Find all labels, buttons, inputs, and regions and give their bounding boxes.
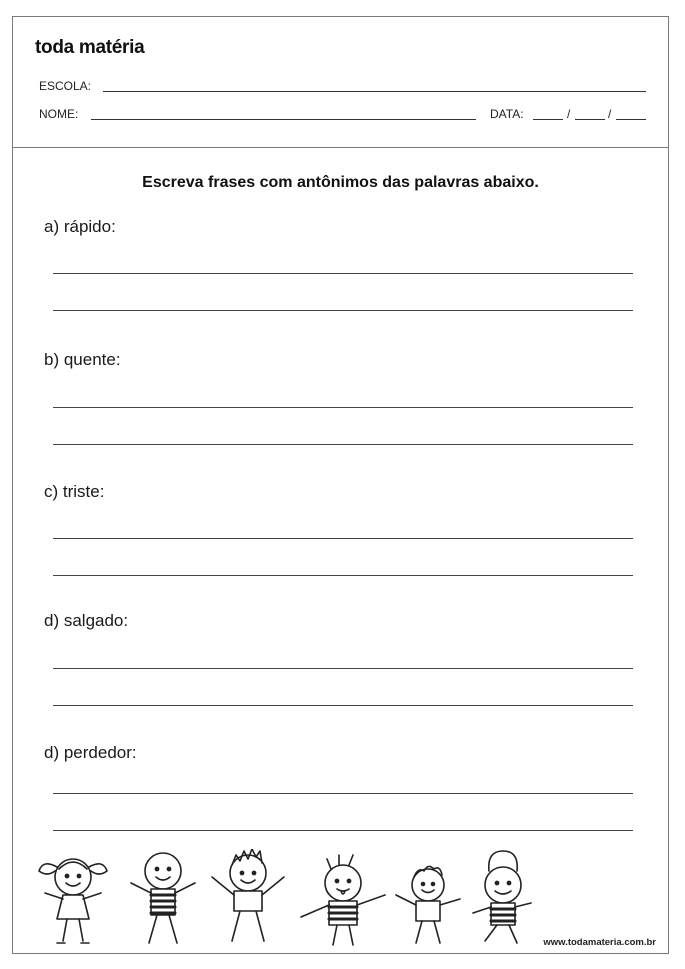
question-label: d) salgado: xyxy=(44,611,129,630)
answer-line[interactable] xyxy=(53,705,633,706)
name-field[interactable] xyxy=(91,119,476,120)
header-section xyxy=(13,17,668,148)
answer-line[interactable] xyxy=(53,444,633,445)
date-label: DATA: xyxy=(490,107,524,121)
children-illustration xyxy=(33,849,533,949)
instruction-title: Escreva frases com antônimos das palavras abaixo. xyxy=(142,174,539,191)
question-label: b) quente: xyxy=(44,350,121,369)
name-label: NOME: xyxy=(39,107,79,121)
school-label: ESCOLA: xyxy=(39,79,92,93)
kid-boy-spiky xyxy=(212,849,284,941)
answer-line[interactable] xyxy=(53,668,633,669)
answer-line[interactable] xyxy=(53,538,633,539)
kid-boy-tongue xyxy=(301,855,385,945)
question-label: a) rápido: xyxy=(44,217,116,236)
kid-boy-curly xyxy=(396,866,460,943)
answer-line[interactable] xyxy=(53,575,633,576)
answer-line[interactable] xyxy=(53,273,633,274)
question-label: d) perdedor: xyxy=(44,743,137,762)
question-label: c) triste: xyxy=(44,482,105,501)
worksheet-page xyxy=(12,16,669,954)
date-year-field[interactable] xyxy=(616,119,646,120)
date-separator: / xyxy=(567,107,571,121)
kid-girl-pigtails xyxy=(39,859,107,943)
date-day-field[interactable] xyxy=(533,119,563,120)
date-separator: / xyxy=(608,107,612,121)
kid-boy-striped xyxy=(131,853,195,943)
date-month-field[interactable] xyxy=(575,119,605,120)
answer-line[interactable] xyxy=(53,310,633,311)
school-field[interactable] xyxy=(103,91,646,92)
answer-line[interactable] xyxy=(53,407,633,408)
brand-logo: toda matéria xyxy=(35,37,145,58)
answer-line[interactable] xyxy=(53,830,633,831)
answer-line[interactable] xyxy=(53,793,633,794)
kid-girl-ponytail xyxy=(473,851,531,943)
website-url: www.todamateria.com.br xyxy=(543,937,656,948)
